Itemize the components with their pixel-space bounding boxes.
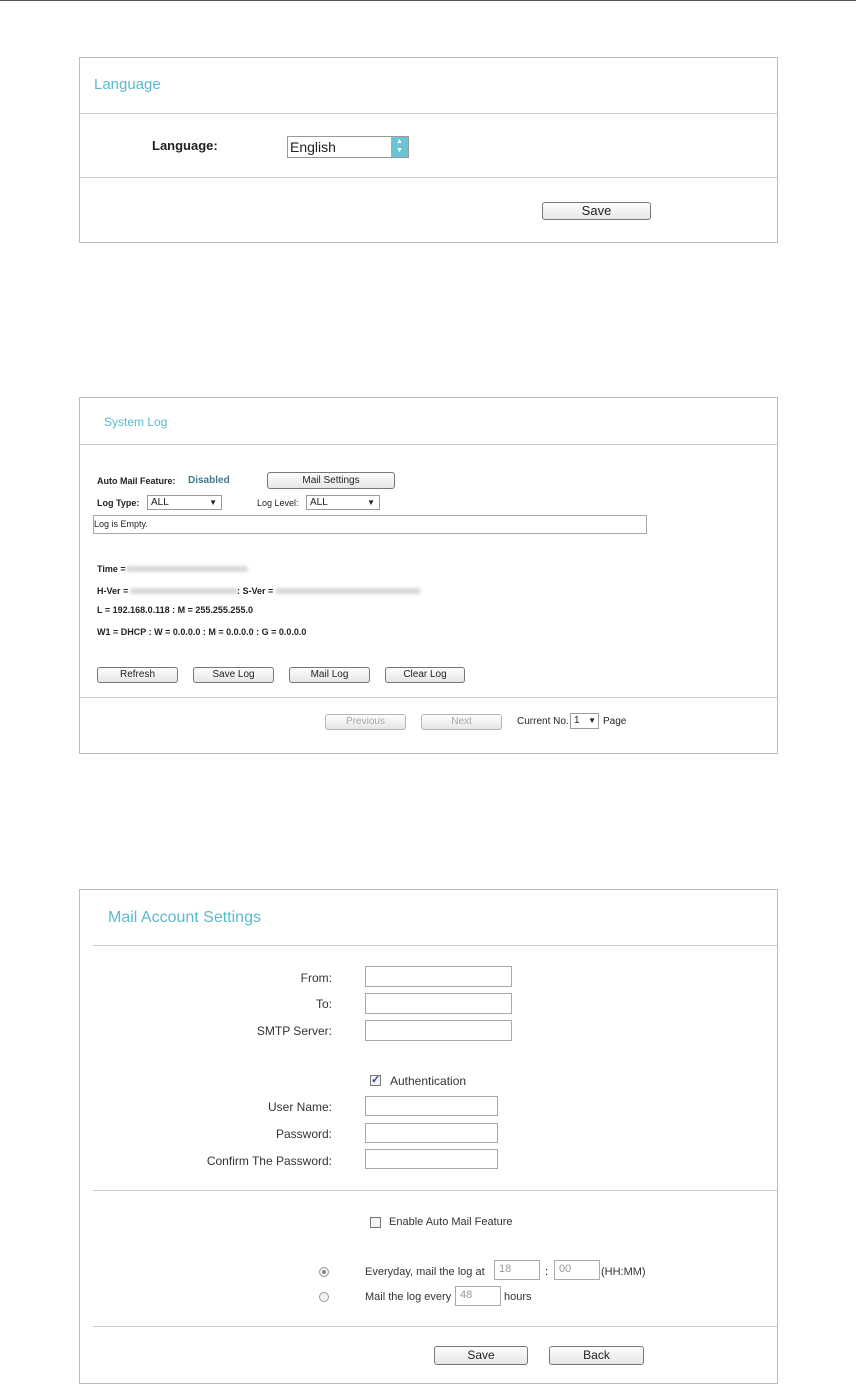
previous-button[interactable]: Previous (325, 714, 406, 730)
hhmm-label: (HH:MM) (601, 1266, 646, 1278)
language-select-value: English (290, 139, 336, 155)
language-panel-title: Language (94, 76, 161, 93)
current-no-label: Current No. (517, 716, 569, 727)
top-rule (0, 0, 856, 1)
language-select[interactable] (287, 136, 409, 158)
divider (80, 444, 777, 445)
authentication-checkbox[interactable] (370, 1075, 381, 1086)
current-page-value: 1 (574, 715, 580, 726)
enable-auto-mail-label: Enable Auto Mail Feature (389, 1216, 513, 1228)
sver-label: : S-Ver = (237, 586, 274, 596)
enable-auto-mail-checkbox[interactable] (370, 1217, 381, 1228)
log-type-label: Log Type: (97, 498, 140, 508)
everyday-label: Everyday, mail the log at (365, 1266, 485, 1278)
log-display-area (93, 515, 647, 534)
back-button[interactable]: Back (549, 1346, 644, 1365)
language-label: Language: (152, 138, 218, 153)
current-page-select[interactable] (570, 713, 599, 729)
clear-log-button[interactable]: Clear Log (385, 667, 465, 683)
hour-input[interactable]: 18 (494, 1260, 540, 1280)
username-input[interactable] (365, 1096, 498, 1116)
everyday-radio[interactable] (319, 1267, 329, 1277)
hours-label: hours (504, 1291, 532, 1303)
mail-every-label: Mail the log every (365, 1291, 452, 1303)
auto-mail-label: Auto Mail Feature: (97, 476, 176, 486)
wan-info: W1 = DHCP : W = 0.0.0.0 : M = 0.0.0.0 : G = 0.0.0.0 (97, 627, 307, 637)
page-label: Page (603, 716, 627, 727)
minute-input[interactable]: 00 (554, 1260, 600, 1280)
log-message: Log is Empty. (94, 519, 148, 529)
password-label: Password: (275, 1127, 332, 1141)
divider (93, 945, 777, 946)
hours-input[interactable]: 48 (455, 1286, 501, 1306)
mail-save-button[interactable]: Save (434, 1346, 528, 1365)
time-label: Time = (97, 564, 126, 574)
refresh-button[interactable]: Refresh (97, 667, 178, 683)
divider (80, 113, 777, 114)
divider (80, 177, 777, 178)
time-value-redacted (126, 566, 248, 572)
to-label: To: (315, 997, 332, 1011)
hver-label: H-Ver = (97, 586, 129, 596)
divider (93, 1190, 777, 1191)
save-log-button[interactable]: Save Log (193, 667, 274, 683)
sver-value-redacted (275, 588, 421, 594)
smtp-server-label: SMTP Server: (256, 1024, 332, 1038)
confirm-password-label: Confirm The Password: (206, 1154, 332, 1168)
dropdown-arrow-icon: ▼ (209, 498, 217, 507)
log-level-value: ALL (310, 497, 328, 508)
divider (93, 1326, 777, 1327)
to-input[interactable] (365, 993, 512, 1014)
authentication-label: Authentication (390, 1074, 467, 1088)
system-log-title: System Log (104, 415, 168, 429)
log-level-label: Log Level: (257, 498, 299, 508)
mail-panel-title: Mail Account Settings (108, 909, 261, 926)
dropdown-arrow-icon: ▼ (588, 716, 596, 725)
language-save-button[interactable]: Save (542, 202, 651, 220)
hver-value-redacted (130, 588, 238, 594)
time-colon: : (545, 1266, 549, 1278)
dropdown-arrow-icon: ▼ (367, 498, 375, 507)
auto-mail-status: Disabled (188, 475, 230, 486)
checkbox-checked-icon: ✓ (371, 1074, 381, 1086)
password-input[interactable] (365, 1123, 498, 1143)
lan-info: L = 192.168.0.118 : M = 255.255.255.0 (97, 605, 253, 615)
mail-every-radio[interactable] (319, 1292, 329, 1302)
log-level-select[interactable] (306, 495, 380, 510)
mail-log-button[interactable]: Mail Log (289, 667, 370, 683)
mail-settings-button[interactable]: Mail Settings (267, 472, 395, 489)
username-label: User Name: (267, 1100, 332, 1114)
language-panel (79, 57, 778, 243)
from-input[interactable] (365, 966, 512, 987)
log-type-select[interactable] (147, 495, 222, 510)
from-label: From: (300, 971, 332, 985)
select-arrow-icon: ▲ ▼ (391, 137, 408, 157)
smtp-server-input[interactable] (365, 1020, 512, 1041)
mail-account-panel (79, 889, 778, 1384)
confirm-password-input[interactable] (365, 1149, 498, 1169)
radio-selected-icon (322, 1270, 326, 1274)
system-log-panel (79, 397, 778, 754)
next-button[interactable]: Next (421, 714, 502, 730)
log-type-value: ALL (151, 497, 169, 508)
divider (80, 697, 777, 698)
